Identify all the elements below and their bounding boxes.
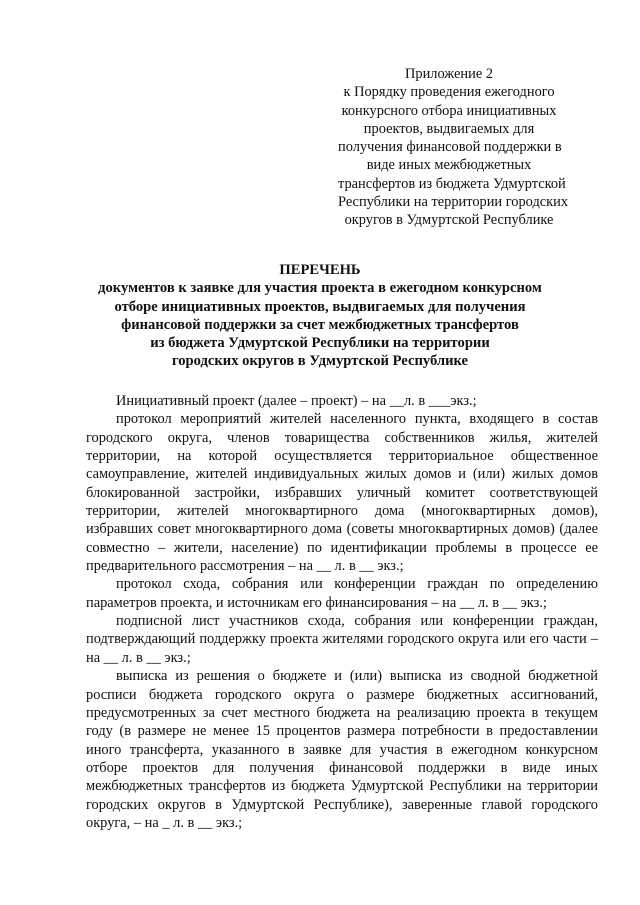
- appendix-line: к Порядку проведения ежегодного: [343, 84, 555, 101]
- title-line: городских округов в Удмуртской Республике: [171, 353, 469, 370]
- appendix-line: конкурсного отбора инициативных: [341, 102, 557, 119]
- appendix-line: Республики на территории городских: [338, 194, 569, 211]
- appendix-line: получения финансовой поддержки в: [338, 139, 562, 156]
- appendix-line: виде иных межбюджетных: [366, 157, 532, 174]
- body-paragraph: подписной лист участников схода, собрания или конференции граждан, подтверждающий поддержку проекта жителями городского округа или его части – на __ л. в __ экз.;: [86, 613, 598, 666]
- body-paragraph: выписка из решения о бюджете и (или) выписка из сводной бюджетной росписи бюджета городского округа о размере бюджетных ассигнований, предусмотренных за счет местного бюджета на реализацию проекта в текущем году (в размере не менее 15 процентов размера потребности в предоставлении иного трансферта, указанного в заявке для участия в ежегодном конкурсном отборе проектов для получения финансовой поддержки в виде иных межбюджетных трансфертов из бюджета Удмуртской Республики на территории городских округов в Удмуртской Республике), заверенные главой городского округа, – на _ л. в __ экз.;: [86, 668, 598, 831]
- title-heading: ПЕРЕЧЕНЬ: [279, 262, 361, 278]
- body-paragraph: Инициативный проект (далее – проект) – на __л. в ___экз.;: [116, 393, 477, 409]
- document-title: [86, 261, 554, 371]
- appendix-line: трансфертов из бюджета Удмуртской: [338, 175, 566, 192]
- title-line: финансовой поддержки за счет межбюджетных трансфертов: [121, 316, 519, 333]
- title-line: документов к заявке для участия проекта в ежегодном конкурсном: [98, 280, 542, 297]
- document-body: [86, 392, 598, 832]
- appendix-line: проектов, выдвигаемых для: [363, 120, 535, 137]
- title-line: из бюджета Удмуртской Республики на территории: [150, 335, 490, 352]
- appendix-line: округов в Удмуртской Республике: [344, 212, 554, 229]
- body-paragraph: протокол схода, собрания или конференции граждан по определению параметров проекта, и источникам его финансирования – на __ л. в __ экз.;: [86, 576, 598, 611]
- appendix-line: Приложение 2: [404, 66, 494, 82]
- body-paragraph: протокол мероприятий жителей населенного пункта, входящего в состав городского округа, членов товарищества собственников жилья, жителей территории, на которой осуществляется территориальное общественное самоуправление, жителей индивидуальных жилых домов и (или) жилых домов блокированной застройки, избравших уличный комитет соответствующей территории, жителей многоквартирного дома (многоквартирных домов), избравших совет многоквартирного дома (советы многоквартирных домов) (далее совместно – жители, население) по идентификации проблемы в процессе ее предварительного рассмотрения – на __ л. в __ экз.;: [86, 411, 598, 575]
- appendix-header: [338, 65, 569, 230]
- title-line: отборе инициативных проектов, выдвигаемых для получения: [114, 298, 526, 315]
